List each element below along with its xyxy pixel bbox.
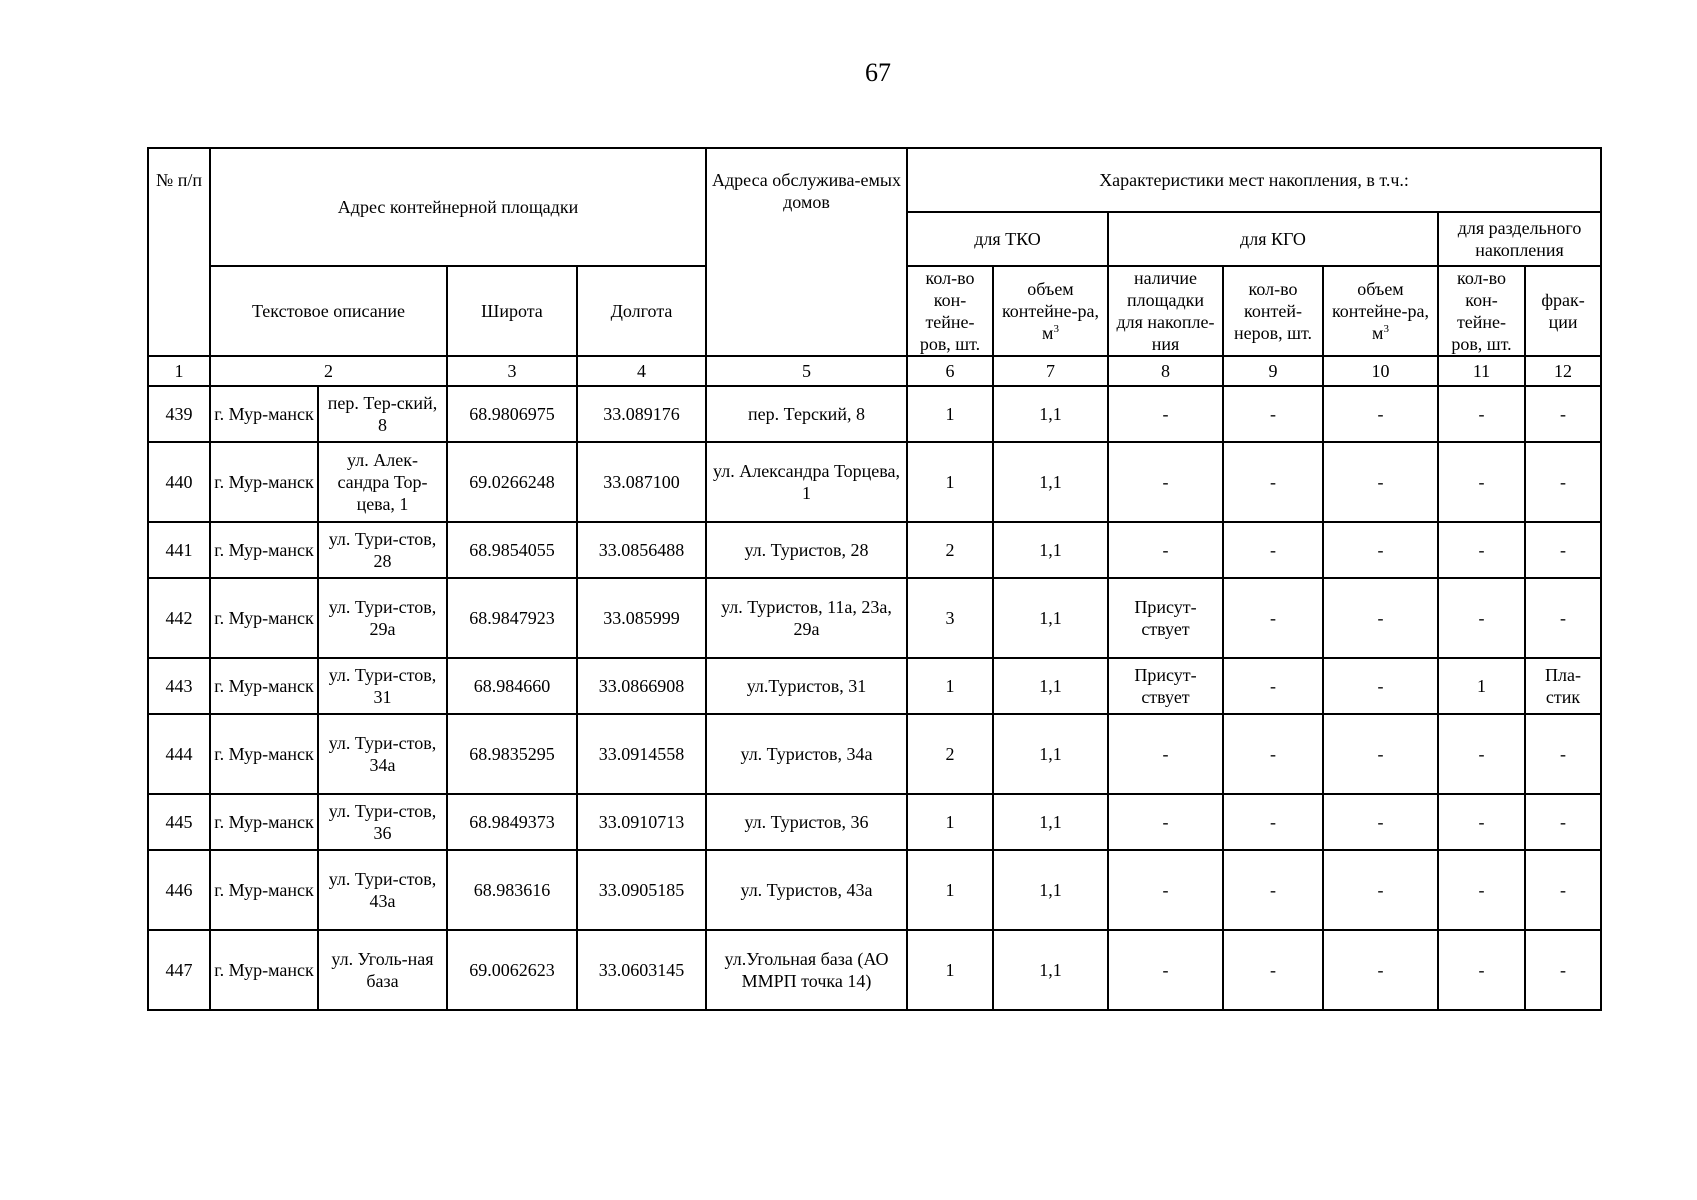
longitude-cell: 33.0905185	[577, 850, 706, 930]
served-houses-cell: ул. Туристов, 28	[706, 522, 907, 578]
tko-count-cell: 1	[907, 658, 993, 714]
column-numbers-row	[148, 356, 1601, 386]
sep-fractions-cell: -	[1525, 442, 1601, 522]
row-number: 447	[148, 930, 210, 1010]
header-tko-volume	[993, 266, 1108, 356]
header-tko-volume-text: объем контейне-ра,	[1001, 279, 1100, 321]
header-characteristics: Характеристики мест накопления, в т.ч.:	[907, 148, 1601, 212]
tko-volume-cell: 1,1	[993, 714, 1108, 794]
table-row	[148, 658, 1601, 714]
latitude-cell: 68.983616	[447, 850, 577, 930]
kgo-count-cell: -	[1223, 442, 1323, 522]
kgo-presence-cell: Присут-ствует	[1108, 578, 1223, 658]
column-number: 9	[1223, 356, 1323, 386]
street-cell: пер. Тер-ский, 8	[318, 386, 447, 442]
sep-fractions-cell: -	[1525, 794, 1601, 850]
sep-fractions-cell: -	[1525, 578, 1601, 658]
latitude-cell: 68.9854055	[447, 522, 577, 578]
header-sep-fractions: фрак-ции	[1525, 266, 1601, 356]
tko-volume-cell: 1,1	[993, 578, 1108, 658]
kgo-volume-cell: -	[1323, 794, 1438, 850]
tko-volume-cell: 1,1	[993, 522, 1108, 578]
latitude-cell: 68.9847923	[447, 578, 577, 658]
sep-fractions-cell: Пла-стик	[1525, 658, 1601, 714]
kgo-presence-cell: -	[1108, 442, 1223, 522]
sep-count-cell: -	[1438, 794, 1525, 850]
tko-count-cell: 2	[907, 714, 993, 794]
unit-m3	[1372, 323, 1389, 343]
tko-volume-cell: 1,1	[993, 442, 1108, 522]
kgo-count-cell: -	[1223, 522, 1323, 578]
sep-count-cell: -	[1438, 522, 1525, 578]
tko-count-cell: 1	[907, 794, 993, 850]
column-number: 8	[1108, 356, 1223, 386]
table-row	[148, 850, 1601, 930]
kgo-presence-cell: -	[1108, 522, 1223, 578]
city-cell: г. Мур-манск	[210, 930, 318, 1010]
served-houses-cell: ул.Туристов, 31	[706, 658, 907, 714]
tko-volume-cell: 1,1	[993, 930, 1108, 1010]
header-kgo-volume-text: объем контейне-ра,	[1331, 279, 1430, 321]
kgo-volume-cell: -	[1323, 850, 1438, 930]
city-cell: г. Мур-манск	[210, 386, 318, 442]
served-houses-cell: ул. Туристов, 36	[706, 794, 907, 850]
row-number: 441	[148, 522, 210, 578]
header-text-description: Текстовое описание	[210, 266, 447, 356]
sep-fractions-cell: -	[1525, 386, 1601, 442]
header-tko-count	[907, 266, 993, 356]
column-number: 2	[210, 356, 447, 386]
kgo-count-cell: -	[1223, 578, 1323, 658]
city-cell: г. Мур-манск	[210, 714, 318, 794]
header-kgo-volume	[1323, 266, 1438, 356]
page-number: 67	[865, 58, 891, 87]
row-number: 442	[148, 578, 210, 658]
unit-m3	[1042, 323, 1059, 343]
street-cell: ул. Тури-стов, 28	[318, 522, 447, 578]
sep-count-cell: 1	[1438, 658, 1525, 714]
container-sites-table	[147, 147, 1602, 1011]
city-cell: г. Мур-манск	[210, 794, 318, 850]
latitude-cell: 68.9849373	[447, 794, 577, 850]
latitude-cell: 68.984660	[447, 658, 577, 714]
longitude-cell: 33.085999	[577, 578, 706, 658]
column-number: 11	[1438, 356, 1525, 386]
kgo-count-cell: -	[1223, 386, 1323, 442]
kgo-volume-cell: -	[1323, 578, 1438, 658]
column-number: 4	[577, 356, 706, 386]
row-number: 445	[148, 794, 210, 850]
sep-fractions-cell: -	[1525, 522, 1601, 578]
kgo-presence-cell: -	[1108, 714, 1223, 794]
row-number: 443	[148, 658, 210, 714]
kgo-presence-cell: -	[1108, 386, 1223, 442]
column-number: 10	[1323, 356, 1438, 386]
kgo-count-cell: -	[1223, 850, 1323, 930]
header-tko: для ТКО	[907, 212, 1108, 266]
latitude-cell: 69.0062623	[447, 930, 577, 1010]
served-houses-cell: ул. Туристов, 43а	[706, 850, 907, 930]
header-kgo-presence: наличие площадки для накопле-ния	[1108, 266, 1223, 356]
street-cell: ул. Тури-стов, 34а	[318, 714, 447, 794]
tko-count-cell: 1	[907, 442, 993, 522]
header-kgo-count: кол-во контей-неров, шт.	[1223, 266, 1323, 356]
latitude-cell: 69.0266248	[447, 442, 577, 522]
unit-m: м	[1042, 323, 1054, 343]
tko-volume-cell: 1,1	[993, 386, 1108, 442]
header-separate: для раздельного накопления	[1438, 212, 1601, 266]
longitude-cell: 33.0603145	[577, 930, 706, 1010]
table-row	[148, 930, 1601, 1010]
kgo-presence-cell: -	[1108, 794, 1223, 850]
header-address-group: Адрес контейнерной площадки	[210, 148, 706, 266]
sep-count-cell: -	[1438, 850, 1525, 930]
city-cell: г. Мур-манск	[210, 522, 318, 578]
served-houses-cell: ул. Александра Торцева, 1	[706, 442, 907, 522]
sep-count-cell: -	[1438, 714, 1525, 794]
street-cell: ул. Уголь-ная база	[318, 930, 447, 1010]
sep-count-cell: -	[1438, 578, 1525, 658]
kgo-count-cell: -	[1223, 658, 1323, 714]
sep-count-cell: -	[1438, 386, 1525, 442]
street-cell: ул. Тури-стов, 43а	[318, 850, 447, 930]
table-row	[148, 386, 1601, 442]
kgo-count-cell: -	[1223, 714, 1323, 794]
served-houses-cell: ул.Угольная база (АО ММРП точка 14)	[706, 930, 907, 1010]
header-latitude: Широта	[447, 266, 577, 356]
unit-sup: 3	[1053, 323, 1059, 335]
tko-count-cell: 2	[907, 522, 993, 578]
column-number: 12	[1525, 356, 1601, 386]
street-cell: ул. Алек-сандра Тор-цева, 1	[318, 442, 447, 522]
street-cell: ул. Тури-стов, 36	[318, 794, 447, 850]
header-longitude: Долгота	[577, 266, 706, 356]
row-number: 444	[148, 714, 210, 794]
kgo-presence-cell: -	[1108, 930, 1223, 1010]
header-kgo: для КГО	[1108, 212, 1438, 266]
latitude-cell: 68.9835295	[447, 714, 577, 794]
table-row	[148, 442, 1601, 522]
column-number: 1	[148, 356, 210, 386]
table-row	[148, 578, 1601, 658]
served-houses-cell: ул. Туристов, 34а	[706, 714, 907, 794]
tko-count-cell: 1	[907, 386, 993, 442]
sep-count-cell: -	[1438, 442, 1525, 522]
sep-fractions-cell: -	[1525, 930, 1601, 1010]
header-sep-count: кол-во кон-тейне-ров, шт.	[1438, 266, 1525, 356]
kgo-volume-cell: -	[1323, 714, 1438, 794]
longitude-cell: 33.0914558	[577, 714, 706, 794]
column-number: 3	[447, 356, 577, 386]
sep-fractions-cell: -	[1525, 850, 1601, 930]
column-number: 7	[993, 356, 1108, 386]
longitude-cell: 33.0856488	[577, 522, 706, 578]
column-number: 5	[706, 356, 907, 386]
table-row	[148, 794, 1601, 850]
table-row	[148, 522, 1601, 578]
header-tko-count-text: кол-во кон-тейне-ров, шт.	[919, 268, 981, 354]
kgo-volume-cell: -	[1323, 522, 1438, 578]
tko-count-cell: 1	[907, 850, 993, 930]
city-cell: г. Мур-манск	[210, 578, 318, 658]
tko-volume-cell: 1,1	[993, 658, 1108, 714]
served-houses-cell: ул. Туристов, 11а, 23а, 29а	[706, 578, 907, 658]
kgo-volume-cell: -	[1323, 442, 1438, 522]
sep-count-cell: -	[1438, 930, 1525, 1010]
kgo-count-cell: -	[1223, 930, 1323, 1010]
street-cell: ул. Тури-стов, 29а	[318, 578, 447, 658]
city-cell: г. Мур-манск	[210, 442, 318, 522]
city-cell: г. Мур-манск	[210, 850, 318, 930]
latitude-cell: 68.9806975	[447, 386, 577, 442]
longitude-cell: 33.0866908	[577, 658, 706, 714]
kgo-volume-cell: -	[1323, 386, 1438, 442]
unit-m: м	[1372, 323, 1384, 343]
city-cell: г. Мур-манск	[210, 658, 318, 714]
column-number: 6	[907, 356, 993, 386]
unit-sup: 3	[1383, 323, 1389, 335]
header-served-houses: Адреса обслужива-емых домов	[706, 148, 907, 356]
kgo-count-cell: -	[1223, 794, 1323, 850]
tko-volume-cell: 1,1	[993, 850, 1108, 930]
longitude-cell: 33.089176	[577, 386, 706, 442]
tko-volume-cell: 1,1	[993, 794, 1108, 850]
served-houses-cell: пер. Терский, 8	[706, 386, 907, 442]
kgo-volume-cell: -	[1323, 658, 1438, 714]
longitude-cell: 33.0910713	[577, 794, 706, 850]
kgo-presence-cell: Присут-ствует	[1108, 658, 1223, 714]
row-number: 446	[148, 850, 210, 930]
sep-fractions-cell: -	[1525, 714, 1601, 794]
table-row	[148, 714, 1601, 794]
longitude-cell: 33.087100	[577, 442, 706, 522]
street-cell: ул. Тури-стов, 31	[318, 658, 447, 714]
header-num: № п/п	[148, 148, 210, 356]
kgo-presence-cell: -	[1108, 850, 1223, 930]
row-number: 439	[148, 386, 210, 442]
row-number: 440	[148, 442, 210, 522]
tko-count-cell: 3	[907, 578, 993, 658]
tko-count-cell: 1	[907, 930, 993, 1010]
kgo-volume-cell: -	[1323, 930, 1438, 1010]
